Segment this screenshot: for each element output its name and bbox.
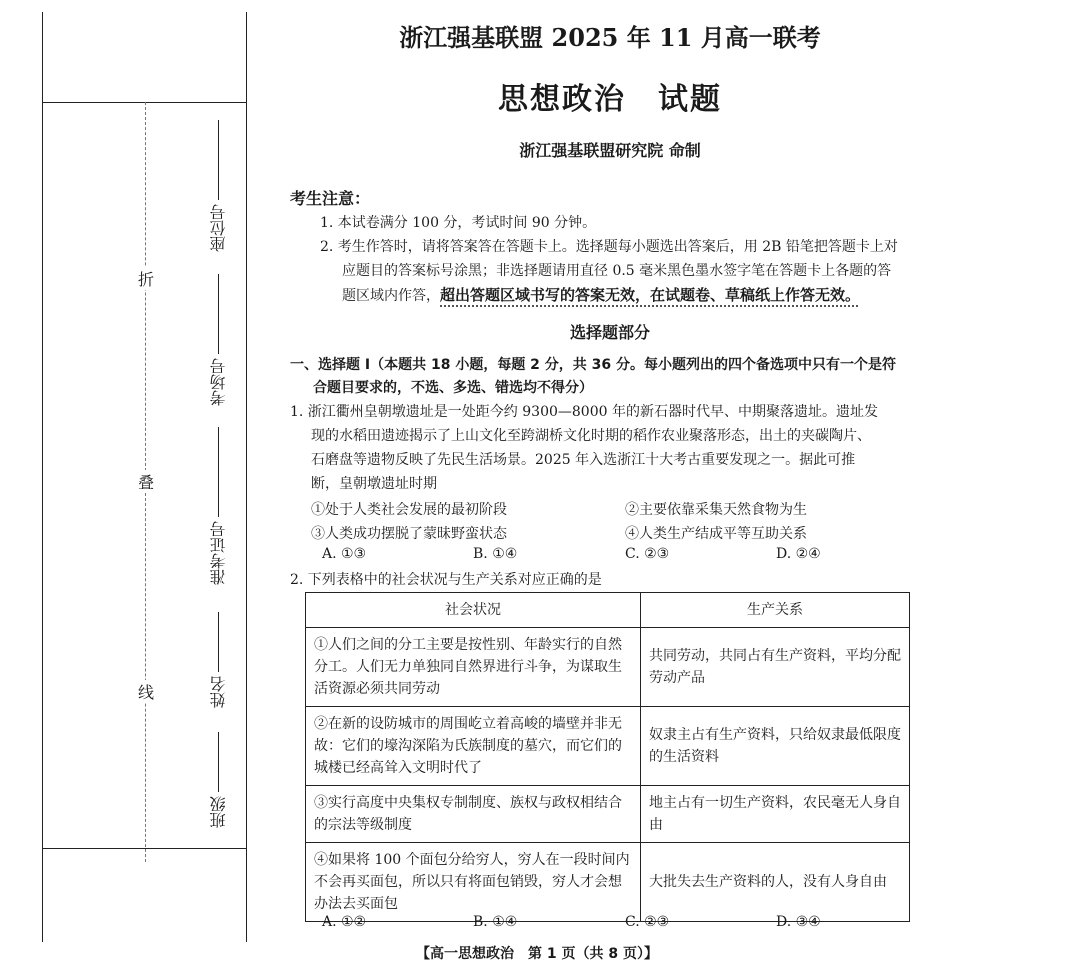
section-title: 选择题部分 (569, 323, 650, 342)
note-item-2-line-3-text: 题区域内作答， (342, 288, 440, 304)
seat-number-label: 座位号 (208, 204, 228, 252)
table-cell: ②在新的设防城市的周围屹立着高峻的墙壁并非无故：它们的壕沟深陷为氏族制度的墓穴，而它们的城楼已经高耸入文明时代了 (306, 707, 641, 786)
fold-char-3: 线 (137, 680, 155, 703)
class-label: 班级 (208, 796, 228, 828)
fold-char-2: 叠 (137, 470, 155, 493)
q1-line-1: 1. 浙江衢州皇朝墩遗址是一处距今约 9300—8000 年的新石器时代早、中期聚落遗址。遗址发 (290, 404, 878, 420)
q1-option-c[interactable]: C. ②③ (625, 546, 670, 562)
table-header-social: 社会状况 (306, 593, 641, 628)
table-header-row (306, 593, 910, 628)
admission-number-label: 准考证号 (208, 521, 228, 585)
admission-number-field[interactable] (205, 427, 231, 589)
q1-statement-3: ③人类成功摆脱了蒙昧野蛮状态 (311, 526, 507, 542)
class-field[interactable] (205, 732, 231, 832)
q1-line-2: 现的水稻田遗迹揭示了上山文化至跨湖桥文化时期的稻作农业聚落形态，出土的夹碳陶片、 (311, 428, 871, 444)
binding-margin (42, 12, 247, 942)
margin-border-left (42, 12, 43, 942)
margin-border-right (246, 12, 247, 942)
note-item-2-line-2: 应题目的答案标号涂黑；非选择题请用直径 0.5 毫米黑色墨水签字笔在答题卡上各题的答 (342, 263, 892, 279)
q1-statement-1: ①处于人类社会发展的最初阶段 (311, 502, 507, 518)
name-field[interactable] (205, 612, 231, 712)
note-item-2-line-1: 2. 考生作答时，请将答案答在答题卡上。选择题每小题选出答案后，用 2B 铅笔把答题卡上对 (320, 239, 898, 255)
note-item-2-line-3 (342, 284, 860, 307)
part1-instruction-cont: 合题目要求的，不选、多选、错选均不得分） (313, 380, 593, 396)
table-header-relations: 生产关系 (641, 593, 910, 628)
notes-heading: 考生注意： (290, 189, 371, 208)
name-label: 姓名 (208, 676, 228, 708)
q1-line-3: 石磨盘等遗物反映了先民生活场景。2025 年入选浙江十大考古重要发现之一。据此可推 (311, 452, 856, 468)
q2-stem: 2. 下列表格中的社会状况与生产关系对应正确的是 (290, 572, 602, 588)
table-cell: 共同劳动，共同占有生产资料，平均分配劳动产品 (641, 628, 910, 707)
table-cell: ④如果将 100 个面包分给穷人，穷人在一段时间内不会再买面包，所以只有将面包销毁，穷人才会想办法去买面包 (306, 843, 641, 922)
q1-line-4: 断，皇朝墩遗址时期 (311, 476, 437, 492)
q1-option-d[interactable]: D. ②④ (776, 546, 821, 562)
publisher-line: 浙江强基联盟研究院 命制 (519, 141, 701, 160)
part1-instruction: 一、选择题 Ⅰ（本题共 18 小题，每题 2 分，共 36 分。每小题列出的四个备选项中只有一个是符 (290, 357, 897, 373)
fold-char-1: 折 (137, 267, 155, 290)
note-emphasis: 超出答题区域书写的答案无效，在试题卷、草稿纸上作答无效。 (440, 286, 861, 304)
q2-option-b[interactable]: B. ①④ (473, 914, 518, 930)
q2-option-a[interactable]: A. ①② (322, 914, 367, 930)
table-row (306, 628, 910, 707)
note-item-1: 1. 本试卷满分 100 分，考试时间 90 分钟。 (320, 215, 597, 231)
subject-title: 思想政治 试题 (498, 82, 722, 117)
q1-option-b[interactable]: B. ①④ (473, 546, 518, 562)
table-cell: 大批失去生产资料的人，没有人身自由 (641, 843, 910, 922)
exam-room-field[interactable] (205, 274, 231, 410)
exam-title: 浙江强基联盟 2025 年 11 月高一联考 (399, 23, 821, 52)
table-row (306, 707, 910, 786)
table-row (306, 786, 910, 843)
exam-room-label: 考场号 (208, 358, 228, 406)
q1-statement-4: ④人类生产结成平等互助关系 (625, 526, 807, 542)
page-footer: 【高一思想政治 第 1 页（共 8 页）】 (416, 946, 658, 962)
table-cell: ③实行高度中央集权专制制度、族权与政权相结合的宗法等级制度 (306, 786, 641, 843)
table-row (306, 843, 910, 922)
q2-option-d[interactable]: D. ③④ (776, 914, 821, 930)
seat-number-field[interactable] (205, 120, 231, 256)
q2-table (305, 592, 910, 922)
q1-statement-2: ②主要依靠采集天然食物为生 (625, 502, 807, 518)
table-cell: ①人们之间的分工主要是按性别、年龄实行的自然分工。人们无力单独同自然界进行斗争，为谋取生活资源必须共同劳动 (306, 628, 641, 707)
q2-option-c[interactable]: C. ②③ (625, 914, 670, 930)
q1-option-a[interactable]: A. ①③ (322, 546, 367, 562)
table-cell: 地主占有一切生产资料，农民毫无人身自由 (641, 786, 910, 843)
table-cell: 奴隶主占有生产资料，只给奴隶最低限度的生活资料 (641, 707, 910, 786)
